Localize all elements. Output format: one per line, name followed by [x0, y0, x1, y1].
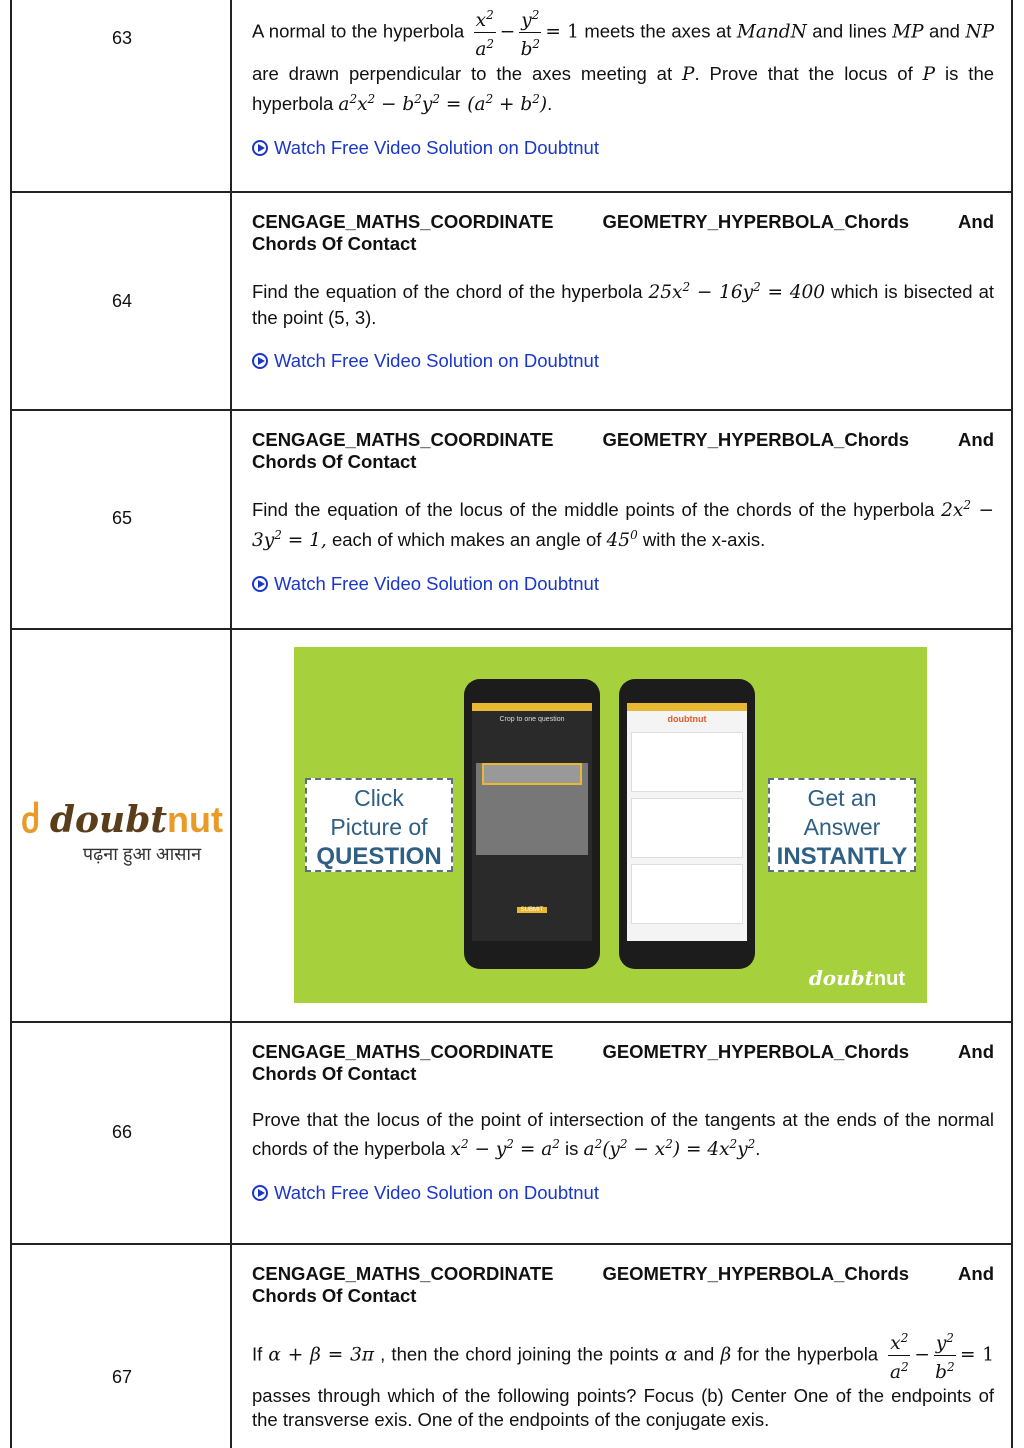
question-content: [252, 0, 994, 160]
question-text-part: passes through which of the following points? Focus (b) Center One of the endpoints of the transverse exis. One of the endpoints of the conjugate exis.: [252, 1385, 994, 1431]
section-heading-part: GEOMETRY_HYPERBOLA_Chords: [602, 1263, 910, 1284]
logo-text-nut: nut: [167, 799, 223, 840]
question-content: [252, 429, 994, 596]
watch-video-link-label: Watch Free Video Solution on Doubtnut: [274, 573, 599, 595]
question-text-part: Prove that the locus of: [709, 63, 913, 85]
logo-text-nut: nut: [692, 714, 707, 724]
section-heading-part: And: [958, 211, 994, 232]
crop-instruction: Crop to one question: [499, 716, 565, 723]
question-number: 64: [111, 291, 133, 311]
promo-text-bold: INSTANTLY: [776, 843, 908, 870]
section-heading-part: And: [958, 1263, 994, 1284]
promo-text: Click: [354, 785, 404, 811]
question-text-part: with the x-axis.: [642, 529, 766, 551]
question-text-part: and: [929, 20, 960, 42]
section-heading-part: GEOMETRY_HYPERBOLA_Chords: [602, 1041, 910, 1062]
section-heading-part: CENGAGE_MATHS_COORDINATE: [252, 429, 554, 450]
get-answer-box: [768, 778, 916, 872]
section-heading-part: CENGAGE_MATHS_COORDINATE: [252, 1263, 554, 1284]
promo-text: Picture of: [330, 814, 428, 840]
logo-mark-icon: ძ: [21, 799, 40, 840]
question-text-part: which is bisected at the point (5, 3).: [252, 281, 994, 329]
watch-video-link[interactable]: [252, 571, 994, 596]
question-number: 67: [111, 1367, 133, 1387]
watch-video-link[interactable]: [252, 135, 994, 160]
question-content: [252, 1263, 994, 1432]
question-content: [252, 1041, 994, 1205]
app-header-logo: [627, 714, 747, 724]
logo-text-doubt: doubt: [667, 714, 693, 724]
question-text-part: and lines: [812, 20, 887, 42]
watch-video-link-label: Watch Free Video Solution on Doubtnut: [274, 137, 599, 159]
question-text: If α + β = 3π , then the chord joining the points α and β for the hyperbola $\frac{x^2}{a^2}$ − $\frac{y^2}{b^2}$ = 1 passes through which of the following points? Focus (b) Center One of the endpoints of the transverse exis. One of the endpoints of the conjugate exis.: [252, 1327, 994, 1432]
number-cell: [12, 411, 232, 628]
doubtnut-logo: [12, 800, 232, 866]
watch-video-link-label: Watch Free Video Solution on Doubtnut: [274, 350, 599, 372]
question-text-part: Find the equation of the locus of the middle points of the chords of the hyperbola: [252, 499, 935, 521]
phone-left: [464, 679, 600, 969]
question-text-part: meets the axes at: [584, 20, 732, 42]
section-heading-part: And: [958, 1041, 994, 1062]
logo-text-nut: nut: [873, 968, 905, 990]
watch-video-link[interactable]: [252, 1180, 994, 1205]
phone-right: [619, 679, 755, 969]
section-heading-line2: Chords Of Contact: [252, 1063, 417, 1084]
promo-text-bold: QUESTION: [316, 843, 442, 870]
question-text-part: Find the equation of the chord of the hyperbola: [252, 281, 643, 303]
section-heading-part: CENGAGE_MATHS_COORDINATE: [252, 1041, 554, 1062]
section-heading: [252, 211, 994, 233]
question-text-part: If: [252, 1343, 263, 1365]
question-row-67: [12, 1245, 1011, 1448]
play-circle-icon: [252, 1185, 268, 1201]
question-number: 66: [111, 1122, 133, 1142]
question-text-part: , then the chord joining the points: [380, 1343, 659, 1365]
section-heading-line2: Chords Of Contact: [252, 1285, 417, 1306]
question-text: A normal to the hyperbola $\frac{x^2}{a^2}$ − $\frac{y^2}{b^2}$ = 1 meets the axes at MandN and lines MP and NP are drawn perpendicular to the axes meeting at P. Prove that the locus of P is the hyperbola $a^2x^2 - b^2y^2 = (a^2 + b^2)$.: [252, 4, 994, 117]
brand-tagline: पढ़ना हुआ आसान: [82, 844, 202, 864]
question-text-part: is: [565, 1138, 579, 1160]
section-heading: [252, 1041, 994, 1063]
promo-text: Get an: [807, 785, 877, 811]
number-cell: [12, 193, 232, 409]
watch-video-link[interactable]: [252, 348, 994, 373]
question-text-part: Prove that the locus of the point of intersection of the tangents at the ends of the normal chords of the hyperbola: [252, 1109, 994, 1160]
question-row-65: [12, 411, 1011, 630]
question-text-part: and: [683, 1343, 715, 1365]
phone-screen: [472, 703, 592, 941]
question-row-63: [12, 0, 1011, 193]
section-heading-line2: Chords Of Contact: [252, 451, 417, 472]
click-picture-box: [305, 778, 453, 872]
brand-cell: [12, 630, 232, 1021]
photo-preview: [476, 763, 588, 855]
question-text-part: A normal to the hyperbola: [252, 20, 465, 42]
question-text: Prove that the locus of the point of intersection of the tangents at the ends of the normal chords of the hyperbola $x^2 - y^2 = a^2$ is $a^2(y^2 - x^2) = 4x^2y^2$.: [252, 1109, 994, 1161]
section-heading-part: GEOMETRY_HYPERBOLA_Chords: [602, 211, 910, 232]
section-heading-part: And: [958, 429, 994, 450]
question-number: 63: [111, 28, 133, 48]
promo-text: Answer: [803, 814, 881, 840]
section-heading: [252, 429, 994, 451]
number-cell: [12, 0, 232, 191]
question-row-64: [12, 193, 1011, 411]
question-text-part: is the hyperbola: [252, 63, 995, 115]
play-circle-icon: [252, 140, 268, 156]
submit-button: SUBMIT: [517, 907, 547, 913]
question-number: 65: [111, 508, 133, 528]
question-text: Find the equation of the chord of the hyperbola $25x^2 - 16y^2 = 400$ which is bisected at the point (5, 3).: [252, 280, 994, 329]
question-text-part: are drawn perpendicular to the axes meeting at: [252, 63, 673, 85]
section-heading-part: CENGAGE_MATHS_COORDINATE: [252, 211, 554, 232]
number-cell: [12, 1023, 232, 1243]
logo-text-doubt: doubt: [808, 966, 874, 990]
promo-banner[interactable]: [294, 647, 927, 1003]
play-circle-icon: [252, 353, 268, 369]
watch-video-link-label: Watch Free Video Solution on Doubtnut: [274, 1182, 599, 1204]
section-heading-part: GEOMETRY_HYPERBOLA_Chords: [602, 429, 910, 450]
question-text: Find the equation of the locus of the middle points of the chords of the hyperbola $2x^2 - 3y^2 = 1$, each of which makes an angle of $45^0$ with the x-axis.: [252, 498, 994, 552]
section-heading: [252, 1263, 994, 1285]
question-text-part: for the hyperbola: [737, 1343, 879, 1365]
play-circle-icon: [252, 576, 268, 592]
question-row-66: [12, 1023, 1011, 1245]
section-heading-line2: Chords Of Contact: [252, 233, 417, 254]
number-cell: [12, 1245, 232, 1448]
question-text-part: each of which makes an angle of: [331, 529, 602, 551]
question-content: [252, 211, 994, 373]
logo-text-doubt: doubt: [49, 799, 168, 841]
promo-brand-watermark: [809, 966, 905, 991]
phone-screen: [627, 703, 747, 941]
